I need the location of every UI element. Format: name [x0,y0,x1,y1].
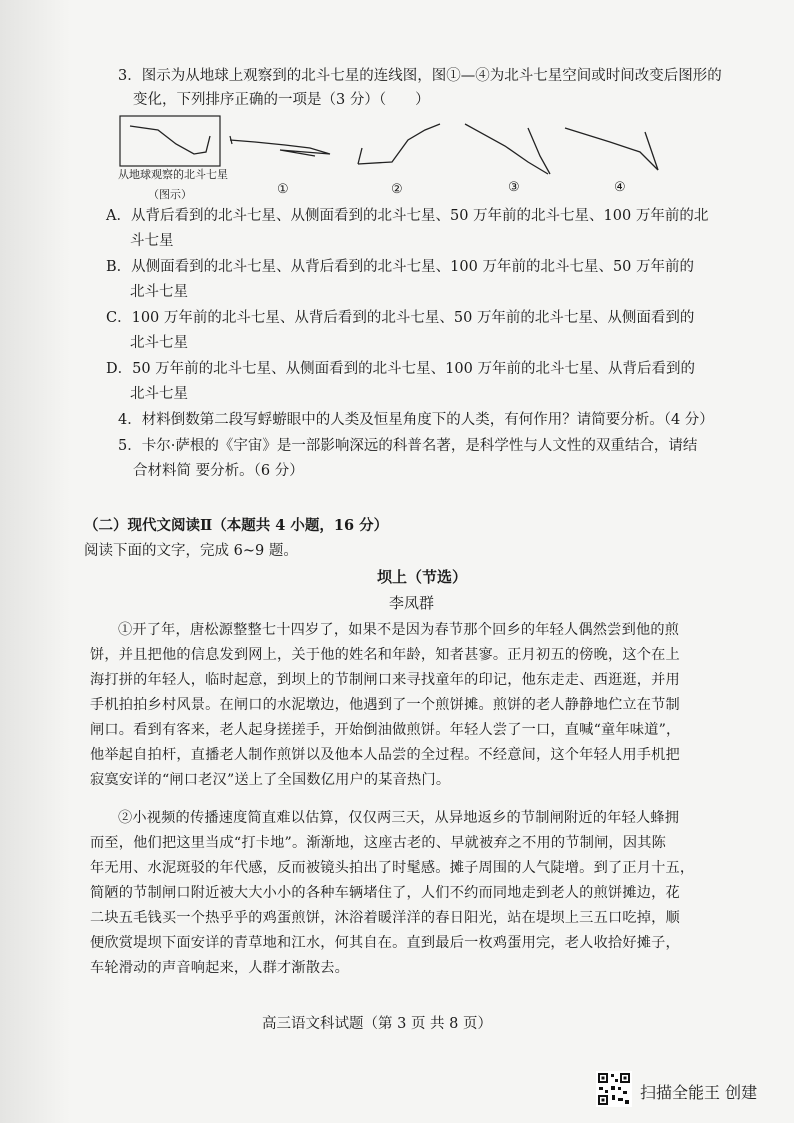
original-figure-box [120,116,220,166]
paragraph-2-line: 车轮滑动的声音响起来，人群才渐散去。 [90,960,349,976]
original-dipper-lines [130,126,210,154]
option-b-line2: 北斗七星 [130,284,188,300]
option-c-line2: 北斗七星 [130,335,188,351]
figure-label-4: ④ [614,180,626,195]
passage-author: 李凤群 [389,594,435,612]
option-d-line2: 北斗七星 [130,386,188,402]
paragraph-1-line: ①开了年，唐松源整整七十四岁了，如果不是因为春节那个回乡的年轻人偶然尝到他的煎 [118,622,680,638]
dipper-variant-1 [230,140,330,156]
paragraph-1-line: 手机拍拍乡村风景。在闸口的水泥墩边，他遇到了一个煎饼摊。煎饼的老人静静地伫立在节制 [90,697,680,713]
option-a-line1: A．从背后看到的北斗七星、从侧面看到的北斗七星、50 万年前的北斗七星、100 万年前的北 [106,208,709,224]
paragraph-1-line: 他举起自拍杆，直播老人制作煎饼以及他本人品尝的全过程。不经意间，这个年轻人用手机把 [90,747,680,763]
dipper-variant-4 [565,128,658,170]
dipper-variant-2 [358,124,440,164]
paragraph-1-line: 寂寞安详的“闸口老汉”送上了全国数亿用户的某音热门。 [90,772,451,788]
paragraph-1-line: 闸口。看到有客来，老人起身搓搓手，开始倒油做煎饼。年轻人尝了一口，直喊“童年味道”， [90,722,681,738]
question-3-line1: 3．图示为从地球上观察到的北斗七星的连线图，图①—④为北斗七星空间或时间改变后图形的 [118,68,722,84]
option-d-line1: D．50 万年前的北斗七星、从侧面看到的北斗七星、100 万年前的北斗七星、从背后看到的 [106,361,695,377]
figure-caption-small: 从地球观察的北斗七星 [118,168,228,181]
dipper-variant-3 [465,124,548,174]
option-c-line1: C．100 万年前的北斗七星、从背后看到的北斗七星、50 万年前的北斗七星、从侧面看到的 [106,310,695,326]
figure-label-1: ① [277,182,289,197]
section-instruction: 阅读下面的文字，完成 6~9 题。 [84,543,298,559]
option-b-line1: B．从侧面看到的北斗七星、从背后看到的北斗七星、100 万年前的北斗七星、50 万年前的 [106,259,694,275]
option-a-line2: 斗七星 [130,233,174,249]
figure-label-2: ② [391,182,403,197]
paragraph-2-line: 便欣赏堤坝下面安详的青草地和江水，何其自在。直到最后一枚鸡蛋用完，老人收拾好摊子， [90,935,680,951]
section-heading: （二）现代文阅读Ⅱ（本题共 4 小题，16 分） [84,517,389,534]
question-5-line2: 合材料简 要分析。（6 分） [133,463,304,479]
paragraph-1-line: 海打拼的年轻人，临时起意，到坝上的节制闸口来寻找童年的印记，他东走走、西逛逛，并用 [90,672,680,688]
question-3-line2: 变化，下列排序正确的一项是（3 分）（ ） [133,92,430,108]
qr-code-icon [596,1071,632,1107]
figure-label-3: ③ [508,180,520,195]
paragraph-2-line: 年无用、水泥斑驳的年代感，反而被镜头拍出了时髦感。摊子周围的人气陡增。到了正月十五， [90,860,695,876]
scan-shadow [0,0,70,1123]
paragraph-2-line: 简陋的节制闸口附近被大大小小的各种车辆堵住了，人们不约而同地走到老人的煎饼摊边，花 [90,885,680,901]
paragraph-2-line: 而至，他们把这里当成“打卡地”。渐渐地，这座古老的、早就被弃之不用的节制闸，因其陈 [90,835,667,851]
page-footer: 高三语文科试题（第 3 页 共 8 页） [262,1016,492,1032]
figure-label-main: （图示） [148,188,192,201]
question-4: 4．材料倒数第二段写蜉蝣眼中的人类及恒星角度下的人类，有何作用？请简要分析。（4 分） [118,412,714,428]
paragraph-1-line: 饼，并且把他的信息发到网上，关于他的姓名和年龄，知者甚寥。正月初五的傍晚，这个在上 [90,647,680,663]
question-5-line1: 5．卡尔·萨根的《宇宙》是一部影响深远的科普名著，是科学性与人文性的双重结合，请结 [118,438,698,454]
passage-title: 坝上（节选） [377,568,468,586]
scanner-watermark: 扫描全能王 创建 [640,1083,758,1102]
paragraph-2-line: 二块五毛钱买一个热乎乎的鸡蛋煎饼，沐浴着暖洋洋的春日阳光，站在堤坝上三五口吃掉，顺 [90,910,680,926]
paragraph-2-line: ②小视频的传播速度简直难以估算，仅仅两三天，从异地返乡的节制闸附近的年轻人蜂拥 [118,810,680,826]
